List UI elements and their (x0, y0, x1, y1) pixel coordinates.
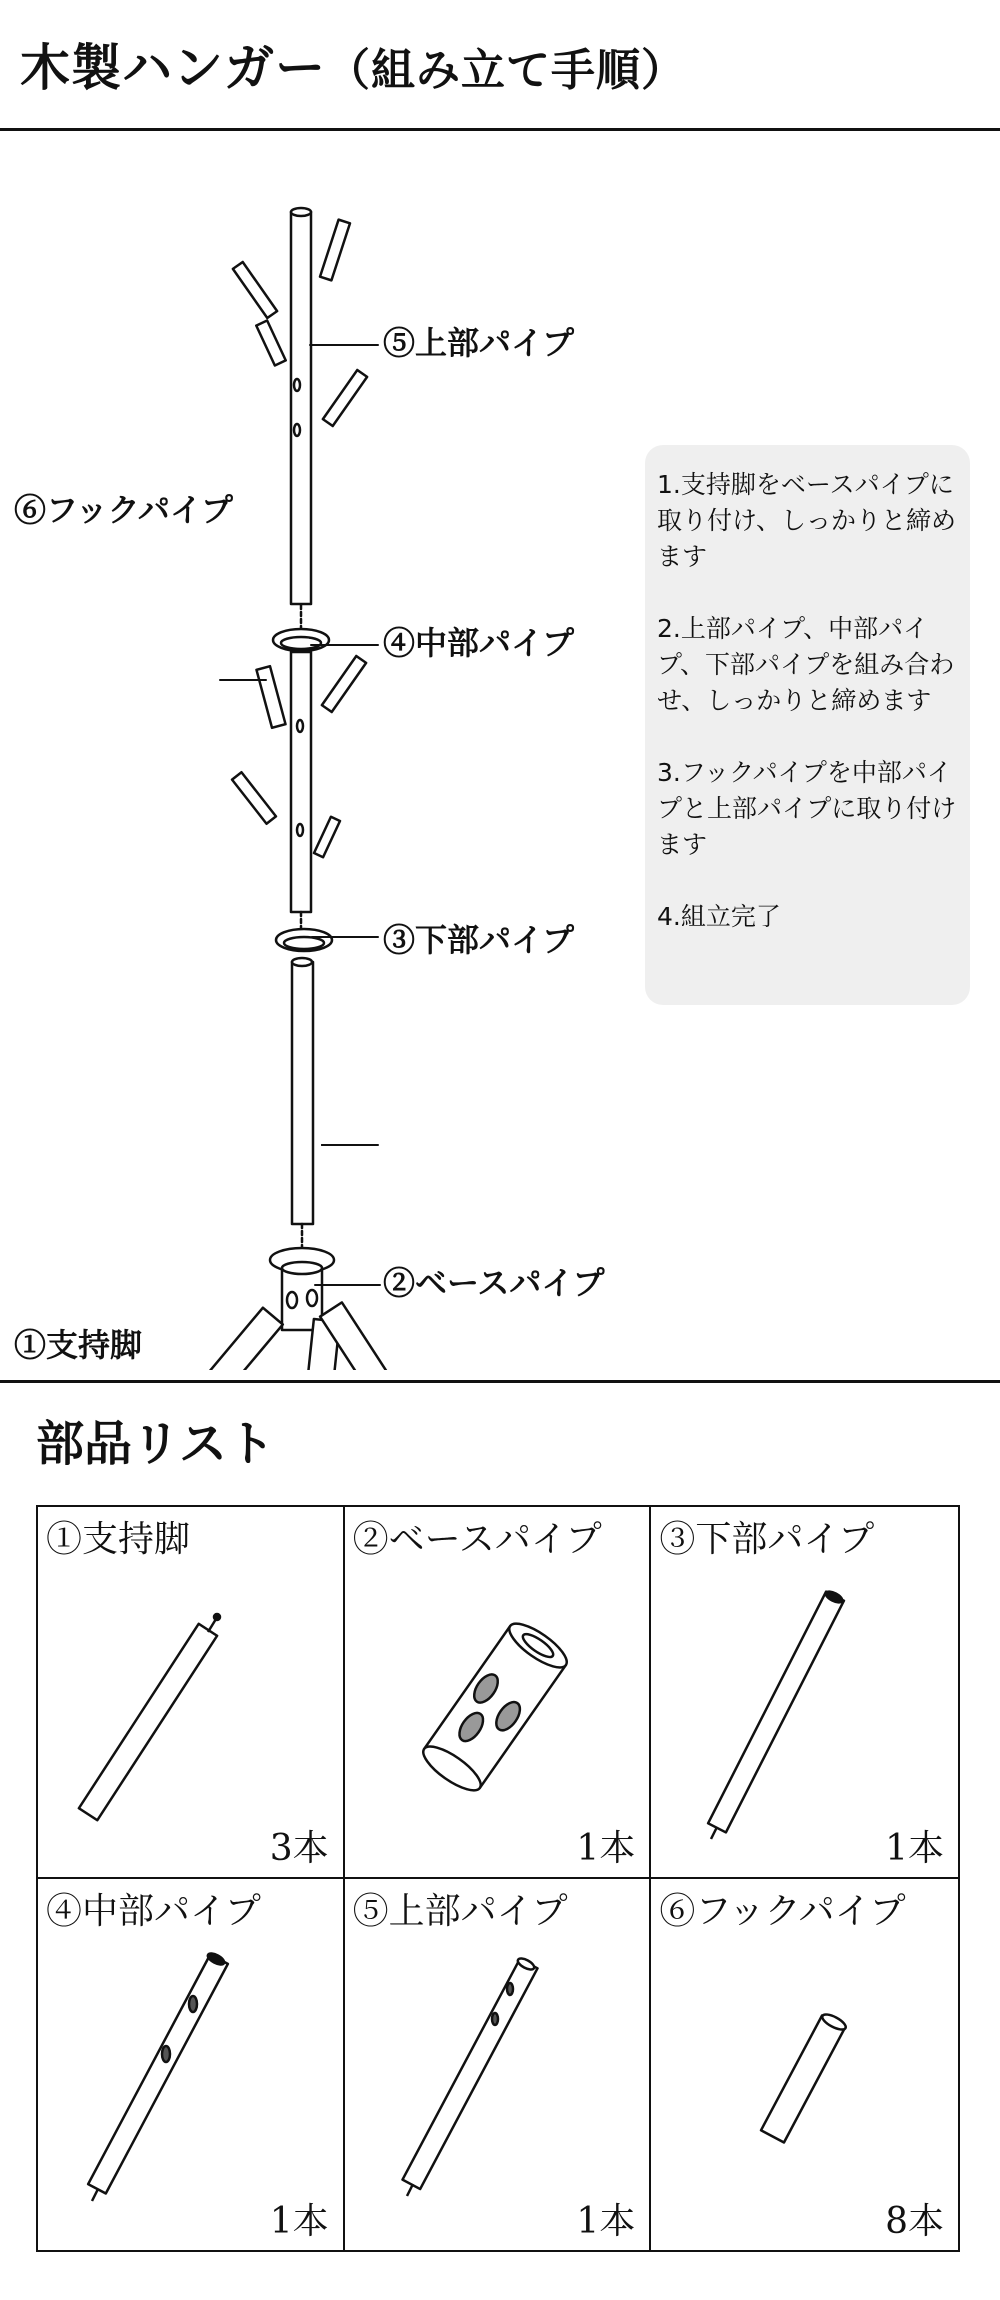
page-title-main: 木製ハンガー (20, 38, 326, 97)
part-qty: 1本 (576, 2201, 636, 2242)
label-middle-pipe: ④中部パイプ (383, 624, 575, 662)
upper-pipe (291, 212, 311, 604)
label-base-pipe: ②ベースパイプ (383, 1264, 605, 1302)
part-name: ①支持脚 (46, 1519, 191, 1560)
label-hook-pipe: ⑥フックパイプ (14, 491, 233, 529)
part-cell-middle (38, 1879, 345, 2251)
parts-grid (36, 1505, 960, 2252)
part-qty: 1本 (576, 1827, 636, 1869)
assembly-steps (645, 445, 970, 1005)
step-4: 4.組立完了 (657, 902, 781, 931)
part-cell-legs (38, 1507, 345, 1879)
part-cell-lower (651, 1507, 958, 1879)
part-name: ②ベースパイプ (352, 1519, 602, 1560)
step-1: 1.支持脚をベースパイプに取り付け、しっかりと締めます (657, 470, 957, 571)
header-divider (0, 128, 1000, 131)
part-name: ④中部パイプ (46, 1890, 261, 1932)
part-name: ⑤上部パイプ (352, 1890, 568, 1932)
label-lower-pipe: ③下部パイプ (383, 921, 575, 959)
page-title-subtitle: （組み立て手順） (326, 45, 686, 96)
part-qty: 1本 (885, 1827, 944, 1869)
step-2: 2.上部パイプ、中部パイプ、下部パイプを組み合わせ、しっかりと締めます (657, 614, 955, 715)
part-qty: 3本 (269, 1827, 329, 1869)
part-qty: 1本 (269, 2201, 329, 2242)
part-name: ③下部パイプ (659, 1519, 875, 1560)
part-cell-upper (345, 1879, 652, 2251)
label-support-legs: ①支持脚 (14, 1326, 143, 1364)
page-title (20, 28, 686, 100)
step-3: 3.フックパイプを中部パイプと上部パイプに取り付けます (657, 758, 957, 859)
part-cell-hook (651, 1879, 958, 2251)
part-name: ⑥フックパイプ (659, 1890, 906, 1932)
part-cell-base (345, 1507, 652, 1879)
section-divider (0, 1380, 1000, 1383)
part-qty: 8本 (885, 2201, 944, 2242)
label-upper-pipe: ⑤上部パイプ (383, 324, 575, 362)
lower-pipe (292, 962, 313, 1224)
middle-pipe (291, 652, 311, 912)
parts-list-title: 部品リスト (36, 1416, 276, 1472)
